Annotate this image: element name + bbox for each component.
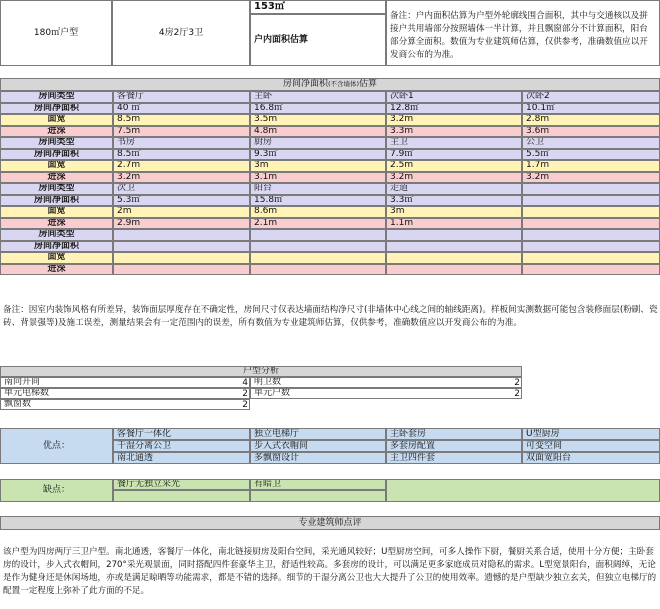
row-label-depth: 进深 [0,126,113,138]
row-label-area: 房间净面积 [0,195,113,207]
review-title: 专业建筑师点评 [0,516,660,530]
room-area-cell: 8.5㎡ [113,149,250,161]
room-area-cell [113,241,250,253]
room-area-cell: 10.1㎡ [522,103,660,115]
con-item: 餐厅无独立采光 [113,479,250,490]
room-depth-cell: 4.8m [250,126,386,138]
room-type-cell: 次卧1 [386,91,522,103]
room-depth-cell: 3.3m [386,126,522,138]
pro-item: 可变空间 [522,440,660,452]
pro-item: U型厨房 [522,428,660,440]
analysis-left-label: 单元电梯数 [0,388,250,399]
review-text: 该户型为四房两厅三卫户型。南北通透，客餐厅一体化，南北链接厨房及阳台空间，采光通风较好；U型厨房空间，可多人操作下厨，餐厨关系合适，使用十分方便；主卧套房的设计，步入式衣帽间，270°采光观景面，同时搭配四件套豪华主卫，舒适性较高。多套房的设计，可以满足更多家庭成员对隐私的需求。L型宽景阳台，面积阔绰，无论是作为健身还是休闲场地，亦或是满足晾晒等功能需求，都是不错的选择。细节的干湿分离公卫也大大提升了公卫的使用效率。遗憾的是户型缺少独立玄关，但独立电梯厅的配置一定程度上弥补了此方面的不足。 [3,547,657,596]
room-width-cell: 8.5m [113,114,250,126]
room-depth-cell: 3.2m [113,172,250,184]
room-depth-cell [522,264,660,276]
room-area-cell: 7.9㎡ [386,149,522,161]
inner-area-label: 户内面积估算 [250,14,386,66]
room-width-cell: 8.6m [250,206,386,218]
analysis-left-value: 2 [242,399,248,410]
inner-area-value: 153㎡ [250,0,386,14]
room-depth-cell: 3.2m [386,172,522,184]
room-depth-cell [250,264,386,276]
row-label-area: 房间净面积 [0,241,113,253]
room-type-cell [113,229,250,241]
room-depth-cell: 3.2m [522,172,660,184]
row-label-width: 面宽 [0,252,113,264]
pro-item: 步入式衣帽间 [250,440,386,452]
room-depth-cell [522,218,660,230]
room-width-cell: 1.7m [522,160,660,172]
analysis-title: 户型分析 [0,366,522,377]
room-depth-cell: 2.9m [113,218,250,230]
room-depth-cell: 3.6m [522,126,660,138]
pro-item: 南北通透 [113,452,250,464]
room-depth-cell: 1.1m [386,218,522,230]
row-label-area: 房间净面积 [0,103,113,115]
room-type-cell [250,229,386,241]
room-width-cell: 2m [113,206,250,218]
pros-label: 优点： [0,428,113,464]
room-width-cell [522,252,660,264]
room-area-cell: 15.8㎡ [250,195,386,207]
room-width-cell: 2.7m [113,160,250,172]
room-depth-cell: 2.1m [250,218,386,230]
pro-item: 主卫四件套 [386,452,522,464]
room-table-title-main: 房间净面积 [282,79,328,89]
cons-label: 缺点： [0,479,113,502]
analysis-left-value: 2 [242,388,248,399]
room-width-cell: 3.2m [386,114,522,126]
con-item: 有暗卫 [250,479,386,490]
pro-item: 多套房配置 [386,440,522,452]
analysis-left-label: 飘窗数 [0,399,250,410]
room-width-cell [522,206,660,218]
row-label-depth: 进深 [0,264,113,276]
room-area-cell: 16.8㎡ [250,103,386,115]
room-type-cell [522,183,660,195]
room-depth-cell: 3.1m [250,172,386,184]
con-blank [113,490,250,502]
analysis-right-label: 明卫数 [250,377,522,388]
room-width-cell [250,252,386,264]
analysis-left-value: 4 [242,377,248,388]
room-type-cell: 阳台 [250,183,386,195]
row-label-width: 面宽 [0,160,113,172]
room-type-cell: 次卫 [113,183,250,195]
pro-item: 双面宽阳台 [522,452,660,464]
con-blank [250,490,386,502]
room-area-cell [522,195,660,207]
row-label-type: 房间类型 [0,183,113,195]
pro-item: 多飘窗设计 [250,452,386,464]
room-depth-cell: 7.5m [113,126,250,138]
room-type-cell: 主卧 [250,91,386,103]
room-type-cell [522,229,660,241]
room-width-cell [113,252,250,264]
room-width-cell: 2.8m [522,114,660,126]
room-depth-cell [386,264,522,276]
room-type-cell: 公卫 [522,137,660,149]
room-depth-cell [113,264,250,276]
pro-item: 客餐厅一体化 [113,428,250,440]
room-area-cell: 9.3㎡ [250,149,386,161]
room-width-cell [386,252,522,264]
pro-item: 干湿分离公卫 [113,440,250,452]
row-label-type: 房间类型 [0,229,113,241]
room-area-cell [522,241,660,253]
analysis-right-value: 2 [514,388,520,399]
row-label-width: 面宽 [0,114,113,126]
room-type-cell: 主卫 [386,137,522,149]
con-blank [386,479,660,502]
room-width-cell: 3.5m [250,114,386,126]
room-type-cell: 次卧2 [522,91,660,103]
room-area-cell: 3.3㎡ [386,195,522,207]
room-width-cell: 3m [386,206,522,218]
room-table-note: 备注：因室内装饰风格有所差异，装饰面层厚度存在不确定性，房间尺寸仅表达墙面结构净尺寸(非墙体中心线之间的轴线距离)。样板间实测数据可能包含装修面层(粉刷、瓷砖、背景强等)及施工误差，测量结果会有一定范围内的误差，所有数值为专业建筑师估算，仅供参考，准确数值应以开发商公布的为准。 [3,305,658,328]
analysis-left-label: 南向开间 [0,377,250,388]
header-note: 备注：户内面积估算为户型外轮廓线围合面积，其中与交通核以及拼接户共用墙部分按照墙体一半计算，并且飘窗部分不计算面积，阳台部分算全面积。数值为专业建筑师估算，仅供参考，准确数值应以开发商公布的为准。 [386,0,660,66]
analysis-right-value: 2 [514,377,520,388]
room-type-cell: 厨房 [250,137,386,149]
room-type-cell: 书房 [113,137,250,149]
pro-item: 独立电梯厅 [250,428,386,440]
room-area-cell: 5.5㎡ [522,149,660,161]
analysis-right-label: 单元户数 [250,388,522,399]
row-label-type: 房间类型 [0,91,113,103]
room-table-title [0,78,660,91]
room-area-cell [250,241,386,253]
layout-cell: 4房2厅3卫 [112,0,250,66]
room-table-title-end: 估算 [359,79,378,89]
pro-item: 主卧套房 [386,428,522,440]
row-label-type: 房间类型 [0,137,113,149]
room-area-cell: 12.8㎡ [386,103,522,115]
room-type-cell: 客餐厅 [113,91,250,103]
room-width-cell: 3m [250,160,386,172]
room-width-cell: 2.5m [386,160,522,172]
row-label-depth: 进深 [0,172,113,184]
room-type-cell: 走道 [386,183,522,195]
row-label-area: 房间净面积 [0,149,113,161]
room-area-cell: 40 ㎡ [113,103,250,115]
row-label-depth: 进深 [0,218,113,230]
room-table-title-suffix: (不含墙体) [327,80,360,89]
area-cell: 180㎡户型 [0,0,112,66]
row-label-width: 面宽 [0,206,113,218]
room-type-cell [386,229,522,241]
room-area-cell [386,241,522,253]
room-area-cell: 5.3㎡ [113,195,250,207]
